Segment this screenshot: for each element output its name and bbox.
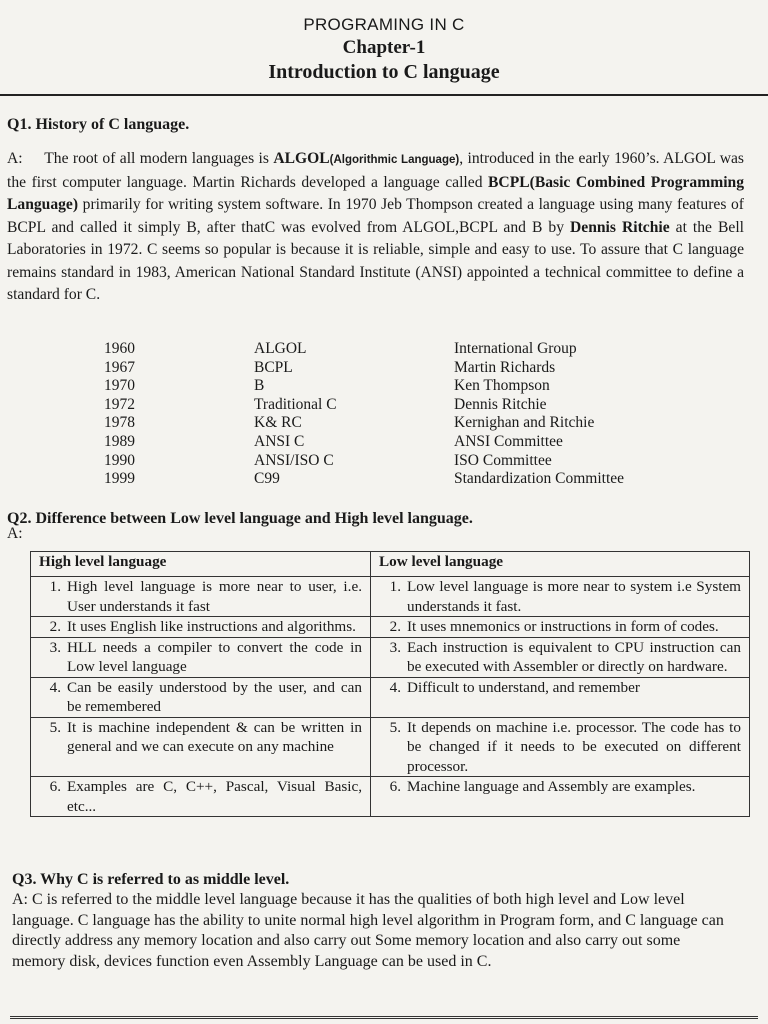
course-title: PROGRAMING IN C — [303, 15, 465, 34]
question-2-prefix: A: — [7, 525, 23, 542]
table-row — [31, 617, 750, 638]
timeline-year: 1989 — [104, 432, 135, 450]
timeline-language: C99 — [254, 470, 280, 488]
timeline-year: 1960 — [104, 340, 135, 357]
timeline-row — [104, 433, 664, 452]
answer-prefix: A: — [7, 150, 23, 167]
timeline-row — [104, 414, 664, 433]
ritchie-name: Dennis Ritchie — [570, 218, 670, 236]
cell-text: Machine language and Assembly are examples. — [407, 778, 696, 795]
question-1-answer — [7, 148, 744, 307]
timeline-developer: Kernighan and Ritchie — [454, 414, 595, 432]
timeline-developer: Standardization Committee — [454, 470, 625, 488]
timeline-year: 1972 — [104, 395, 135, 413]
question-2 — [7, 510, 744, 541]
question-1-heading: Q1. History of C language. — [7, 116, 190, 133]
timeline-row — [104, 470, 664, 489]
timeline-developer: ISO Committee — [454, 451, 552, 469]
timeline-language: K& RC — [254, 414, 302, 432]
table-cell-low — [371, 577, 750, 617]
cell-text: Low level language is more near to system i.e System understands it fast. — [407, 578, 741, 615]
table-cell-high — [31, 637, 371, 677]
timeline-row — [104, 377, 664, 396]
language-timeline — [104, 340, 664, 489]
table-cell-low — [371, 637, 750, 677]
timeline-developer: Dennis Ritchie — [454, 395, 547, 413]
question-3-answer: A: C is referred to the middle level language because it has the qualities of both high level and Low level language. C language has the ability to unite normal high level algorithm in Program form, and C language can directly address any memory location and also carry out Some memory location and also carry out some memory disk, devices function even Assembly Language can be used in C. — [12, 891, 724, 970]
table-row — [31, 577, 750, 617]
timeline-language: ANSI/ISO C — [254, 451, 334, 469]
cell-text: Can be easily understood by the user, and can be remembered — [67, 678, 362, 715]
item-number: 3. — [389, 638, 401, 656]
timeline-year: 1970 — [104, 377, 135, 395]
table-cell-high — [31, 677, 371, 717]
timeline-language: Traditional C — [254, 395, 337, 413]
timeline-row — [104, 359, 664, 378]
table-cell-low — [371, 777, 750, 817]
cell-text: Each instruction is equivalent to CPU instruction can be executed with Assembler or directly on hardware. — [407, 638, 741, 675]
header-divider — [0, 94, 768, 96]
item-number: 3. — [49, 638, 61, 656]
item-number: 2. — [49, 618, 61, 635]
timeline-year: 1990 — [104, 451, 135, 469]
table-row — [31, 777, 750, 817]
timeline-developer: Ken Thompson — [454, 377, 550, 395]
cell-text: Examples are C, C++, Pascal, Visual Basic, etc... — [67, 778, 362, 815]
timeline-developer: Martin Richards — [454, 358, 556, 376]
item-number: 1. — [389, 578, 401, 595]
table-cell-low — [371, 677, 750, 717]
item-number: 4. — [389, 678, 401, 696]
item-number: 5. — [389, 718, 401, 736]
column-header: Low level language — [371, 552, 750, 577]
table-row — [31, 717, 750, 777]
item-number: 4. — [49, 678, 61, 696]
table-cell-high — [31, 617, 371, 638]
timeline-row — [104, 452, 664, 471]
table-cell-high — [31, 577, 371, 617]
table-row — [31, 637, 750, 677]
timeline-year: 1978 — [104, 414, 135, 432]
answer-text: primarily for writing system software. In 1970 Jeb Thompson created a language using many features of BCPL and called it simply B, after thatC was evolved from ALGOL,BCPL and B by — [7, 196, 744, 236]
table-header-row — [31, 552, 750, 577]
timeline-language: ANSI C — [254, 432, 305, 450]
timeline-language: BCPL — [254, 358, 293, 376]
timeline-language: B — [254, 377, 265, 395]
item-number: 6. — [389, 778, 401, 795]
algol-term: ALGOL — [273, 150, 330, 167]
question-2-heading: Q2. Difference between Low level language and High level language. — [7, 510, 473, 527]
table-row — [31, 677, 750, 717]
timeline-developer: International Group — [454, 340, 577, 357]
cell-text: It uses English like instructions and algorithms. — [67, 618, 356, 635]
answer-text: at the Bell Laboratories in 1972. C seems so popular is because it is reliable, simple and easy to use. To assure that C language remains standard in 1983, American National Standard Institute (ANSI) appointed a technical committee to define a standard for C. — [7, 218, 744, 303]
cell-text: High level language is more near to user, i.e. User understands it fast — [67, 578, 362, 615]
cell-text: It depends on machine i.e. processor. The code has to be changed if it needs to be executed on different processor. — [407, 718, 741, 775]
cell-text: It uses mnemonics or instructions in form of codes. — [407, 618, 719, 635]
timeline-row — [104, 396, 664, 415]
table-cell-low — [371, 617, 750, 638]
cell-text: It is machine independent & can be written in general and we can execute on any machine — [67, 718, 362, 755]
footer-divider — [10, 1016, 758, 1019]
chapter-title: Introduction to C language — [268, 61, 500, 83]
item-number: 5. — [49, 718, 61, 736]
bcpl-term: BCPL(Basic Combined Programming Language) — [7, 173, 744, 213]
table-cell-high — [31, 777, 371, 817]
question-1 — [7, 115, 744, 307]
column-header: High level language — [31, 552, 371, 577]
algol-expansion: (Algorithmic Language) — [329, 154, 460, 166]
page-header — [0, 0, 768, 84]
table-cell-low — [371, 717, 750, 777]
item-number: 2. — [389, 618, 401, 635]
question-3 — [12, 870, 728, 972]
timeline-year: 1999 — [104, 470, 135, 488]
timeline-row — [104, 340, 664, 359]
table-cell-high — [31, 717, 371, 777]
timeline-developer: ANSI Committee — [454, 432, 563, 450]
cell-text: Difficult to understand, and remember — [407, 678, 640, 696]
answer-text: The root of all modern languages is — [44, 150, 274, 167]
timeline-language: ALGOL — [254, 340, 307, 357]
question-3-heading: Q3. Why C is referred to as middle level. — [12, 871, 290, 888]
answer-text: , introduced in the early 1960’s. ALGOL was the first computer language. Martin Richards developed a language called — [7, 150, 744, 191]
item-number: 1. — [49, 578, 61, 595]
cell-text: HLL needs a compiler to convert the code in Low level language — [67, 638, 362, 675]
item-number: 6. — [49, 778, 61, 795]
timeline-year: 1967 — [104, 358, 135, 376]
chapter-label: Chapter-1 — [342, 37, 426, 58]
comparison-table — [30, 551, 750, 817]
